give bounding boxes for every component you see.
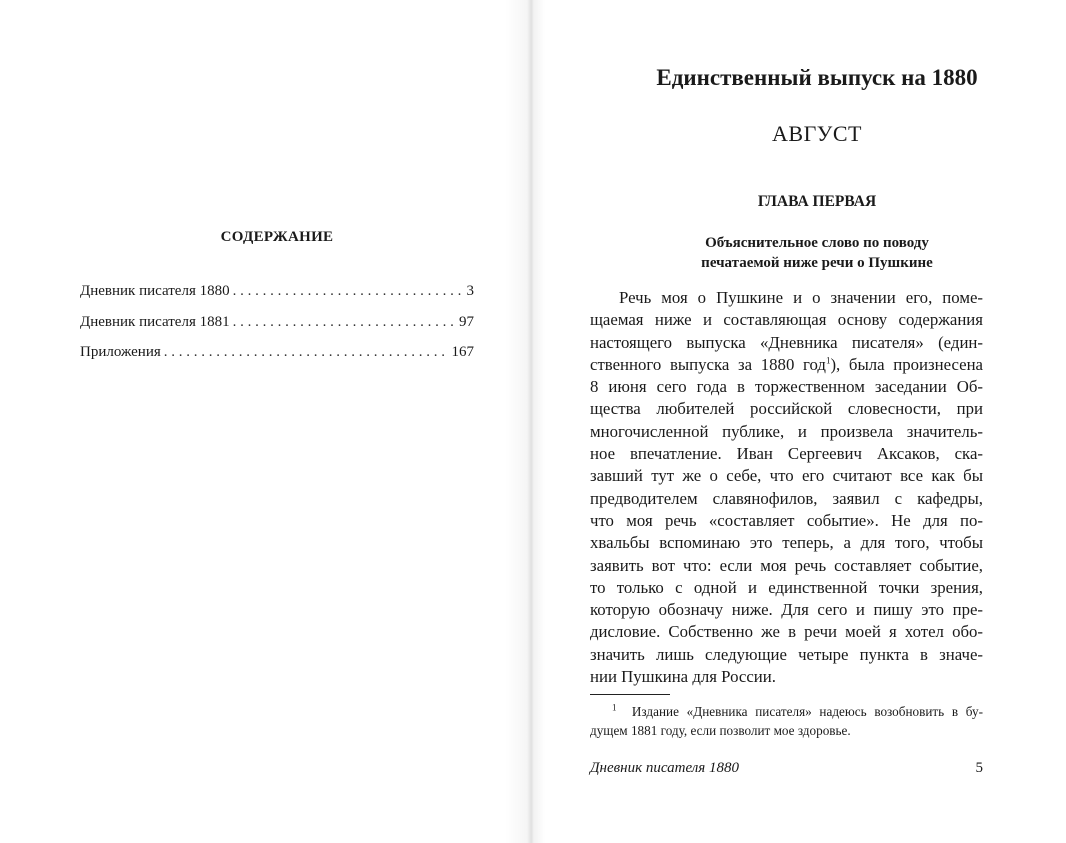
text-line: то только с одной и единственной точки зрения, [590,577,983,597]
toc-title: СОДЕРЖАНИЕ [220,229,334,245]
text-line: щаемая ниже и составляющая основу содержания [590,310,983,330]
toc-leader-dots [164,344,449,361]
footnote-line [590,702,983,721]
section-heading: Единственный выпуск на 1880 [656,65,978,90]
toc-item[interactable] [80,283,474,300]
text-line: многочисленной публике, и произвела значитель- [590,421,983,441]
text-line: дисловие. Собственно же в речи моей я хотел обо- [590,622,983,642]
page-number: 5 [975,760,983,776]
text-line: что моя речь «составляет событие». Не для по- [590,510,983,530]
text-fragment: ), была произнесена [830,354,984,374]
footnote [590,702,983,740]
text-line: завший тут же о себе, что его считают все как бы [590,466,983,486]
footnote-line: дущем 1881 году, если позволит мое здоровье. [590,723,851,738]
text-line: заявить вот что: если моя речь составляет событие, [590,555,983,575]
toc-item[interactable] [80,344,474,361]
footnote-text: Издание «Дневника писателя» надеюсь возобновить в бу- [631,704,984,719]
text-line: настоящего выпуска «Дневника писателя» (един- [590,332,983,352]
text-line: 8 июня сего года в торжественном заседании Об- [590,377,983,397]
toc-leader-dots [233,283,464,300]
toc-item-label: Дневник писателя 1880 [80,283,230,299]
text-line: ное впечатление. Иван Сергеевич Аксаков, ска- [590,444,983,464]
text-line [590,354,983,376]
footnote-divider [590,694,670,695]
text-line: предводителем славянофилов, заявил с кафедры, [590,488,983,508]
book-gutter-shadow [505,0,545,843]
text-line: которую обозначу ниже. Для сего и пишу это пре- [590,600,983,620]
footnote-marker: 1 [612,702,617,713]
body-paragraph [590,287,983,688]
toc-item-label: Приложения [80,344,161,360]
chapter-subheading [591,233,1043,273]
toc-leader-dots [233,314,456,331]
running-title: Дневник писателя 1880 [590,760,740,776]
text-fragment: ственного выпуска за 1880 год [590,354,826,374]
chapter-heading: ГЛАВА ПЕРВАЯ [757,193,877,210]
text-line: нии Пушкина для России. [590,667,776,687]
text-line: значить лишь следующие четыре пункта в значе- [590,644,983,664]
text-line: хвальбы вспоминаю это теперь, а для того, чтобы [590,533,983,553]
toc-item-page: 167 [451,344,474,360]
toc-item-label: Дневник писателя 1881 [80,314,230,330]
subheading-line: Объяснительное слово по поводу [705,235,929,251]
text-line: Речь моя о Пушкине и о значении его, поме- [619,288,983,307]
toc-item-page: 97 [459,314,474,330]
text-line: щества любителей российской словесности, при [590,399,983,419]
right-page [531,0,1066,843]
toc-item-page: 3 [466,283,474,299]
left-page [0,0,531,843]
subheading-line: печатаемой ниже речи о Пушкине [701,255,933,271]
toc-item[interactable] [80,314,474,331]
footnote-reference[interactable]: 1 [825,355,831,366]
month-heading: АВГУСТ [772,121,862,146]
